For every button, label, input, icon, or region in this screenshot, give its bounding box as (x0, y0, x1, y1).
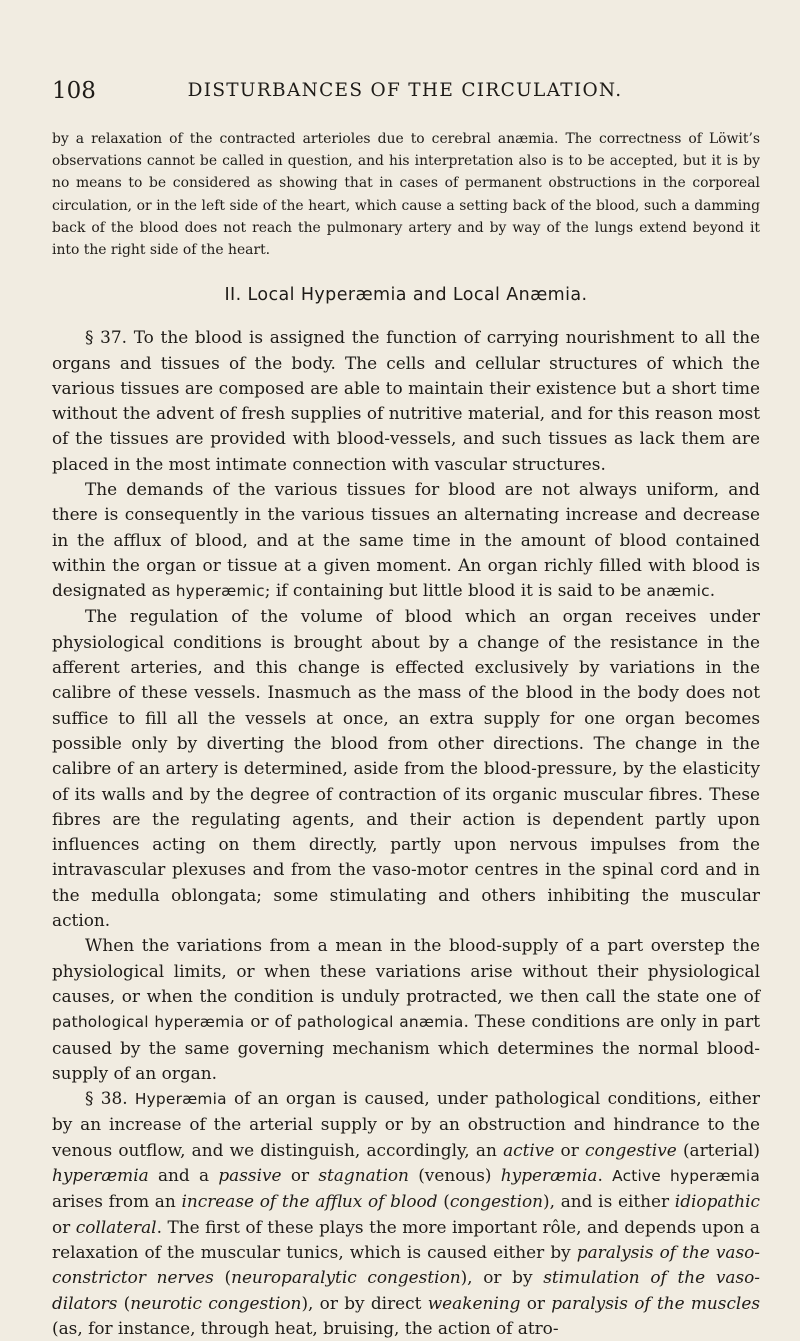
paragraph-demands (52, 477, 760, 604)
intro-paragraph: by a relaxation of the contracted arterioles due to cerebral anæmia. The correctness of Löwit’s observations cannot be called in question, and his interpretation also is to be accepted, but it is by no means to be considered as showing that in cases of permanent obstructions in the corporeal circulation, or in the left side of the heart, which cause a setting back of the blood, such a damming back of the blood does not reach the pulmonary artery and by way of the lungs extend beyond it into the right side of the heart. (52, 131, 760, 259)
italic-term: stagnation (318, 1165, 409, 1186)
text-run: ( (117, 1292, 131, 1313)
italic-term: increase of the afflux of blood (181, 1191, 438, 1212)
text-run: ), or by direct (301, 1292, 428, 1313)
text-run: The demands of the various tissues for blood are not always uniform, and there is consequently in the various tissues an alternating increase and decrease in the afflux of blood, and at the same time in the amount of blood contained within the organ or tissue at a given moment. An organ richly filled with blood is designated as (52, 479, 760, 601)
italic-term: hyperæmia (500, 1165, 598, 1186)
text-run: (venous) (408, 1165, 501, 1186)
text-run: . (597, 1165, 613, 1186)
text-run: . (709, 580, 716, 601)
running-title: DISTURBANCES OF THE CIRCULATION. (187, 80, 623, 101)
italic-term: idiopathic (674, 1191, 760, 1212)
italic-term: paralysis of the muscles (551, 1292, 760, 1313)
text-run: and a (148, 1165, 219, 1186)
italic-term: congestive (585, 1139, 677, 1160)
text-run: . The first of these plays the more important rôle, and depends upon a relaxation of the muscular tunics, which is caused either by (52, 1216, 761, 1262)
text-run: of an organ is caused, under pathological conditions, either by an increase of the arterial supply or by an obstruction and hindrance to the venous outflow, and we distinguish, accordingly, an (52, 1088, 760, 1160)
page-number: 108 (52, 78, 96, 104)
text-run: or (554, 1139, 586, 1160)
paragraph-variations (52, 933, 760, 1086)
text-run: ), or by (460, 1267, 544, 1288)
term-pathological-hyperaemia: pathological hyperæmia (52, 1013, 245, 1032)
text-run: § 38. (85, 1088, 135, 1109)
paragraph-38 (52, 1086, 760, 1341)
text-run: ( (213, 1267, 232, 1288)
text-run: or of (244, 1011, 297, 1032)
paragraph-37: § 37. To the blood is assigned the function of carrying nourishment to all the organs and tissues of the body. The cells and cellular structures of which the various tissues are composed are able to maintain their existence but a short time without the advent of fresh supplies of nutritive material, and for this reason most of the tissues are provided with blood-vessels, and such tissues as lack them are placed in the most intimate connection with vascular structures. (52, 327, 760, 474)
text-run: ), and is either (543, 1191, 675, 1212)
italic-term: active (503, 1139, 555, 1160)
italic-term: neuroparalytic congestion (231, 1267, 461, 1288)
italic-term: stimulation of the vaso-dilators (52, 1267, 760, 1313)
term-hyperaemia: Hyperæmia (134, 1090, 227, 1109)
italic-term: congestion (449, 1191, 544, 1212)
section-heading: II. Local Hyperæmia and Local Anæmia. (224, 285, 588, 306)
italic-term: weakening (427, 1292, 521, 1313)
text-run: ; if containing but little blood it is said to be (264, 580, 647, 601)
text-run: ( (437, 1191, 450, 1212)
italic-term: passive (218, 1165, 282, 1186)
term-anaemic: anæmic (646, 582, 710, 601)
text-run: (as, for instance, through heat, bruising, the action of atro- (52, 1317, 559, 1338)
text-run: (arterial) (676, 1139, 761, 1160)
italic-term: neurotic congestion (130, 1292, 302, 1313)
term-active-hyperaemia: Active hyperæmia (612, 1167, 760, 1186)
text-run: . These conditions are only in part caused by the same governing mechanism which determines the normal blood-supply of an organ. (52, 1011, 761, 1083)
text-run: or (281, 1165, 319, 1186)
italic-term: hyperæmia (52, 1165, 149, 1186)
paragraph-regulation: The regulation of the volume of blood which an organ receives under physiological conditions is brought about by a change of the resistance in the afferent arteries, and this change is effected exclusively by variations in the calibre of these vessels. Inasmuch as the mass of the blood in the body does not suffice to fill all the vessels at once, an extra supply for one organ becomes possible only by diverting the blood from other directions. The change in the calibre of an artery is determined, aside from the blood-pressure, by the elasticity of its walls and by the degree of contraction of its organic muscular fibres. These fibres are the regulating agents, and their action is dependent partly upon influences acting on them directly, partly upon nervous impulses from the intravascular plexuses and from the vaso-motor centres in the spinal cord and in the medulla oblongata; some stimulating and others inhibiting the muscular action. (52, 606, 760, 931)
text-run: arises from an (52, 1191, 182, 1212)
text-run: When the variations from a mean in the blood-supply of a part overstep the physiological limits, or when these variations arise without their physiological causes, or when the condition is unduly protracted, we then call the state one of (52, 935, 760, 1006)
term-hyperaemic: hyperæmic (175, 582, 265, 601)
page-body (52, 128, 760, 1341)
text-run: or (52, 1216, 76, 1237)
running-head (52, 0, 758, 104)
text-run: or (520, 1292, 552, 1313)
italic-term: paralysis of the vaso-constrictor nerves (52, 1241, 760, 1288)
italic-term: collateral (75, 1216, 157, 1237)
term-pathological-anaemia: pathological anæmia (296, 1013, 464, 1032)
